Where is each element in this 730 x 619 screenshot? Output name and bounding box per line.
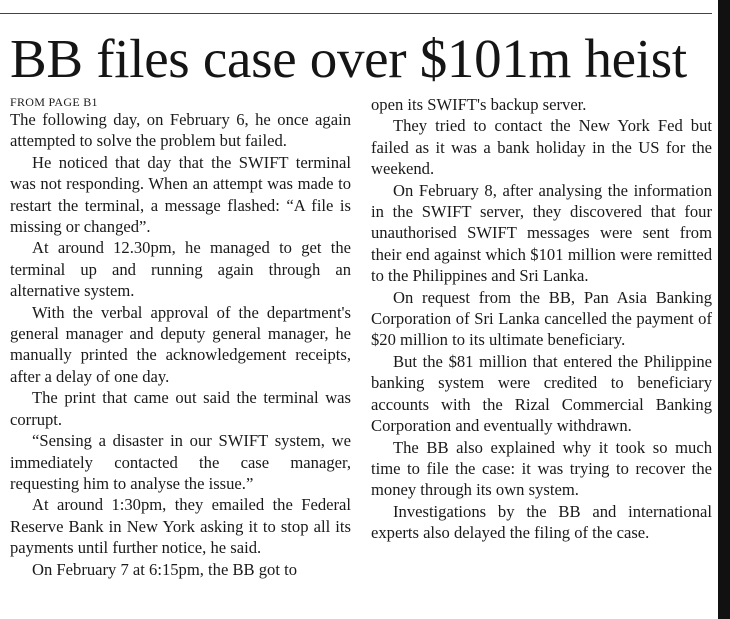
paragraph: On February 7 at 6:15pm, the BB got to — [32, 559, 298, 579]
paragraph: The following day, on February 6, he once again attempted to solve the problem but failed. — [10, 110, 351, 151]
page-edge-bar — [718, 0, 730, 619]
paragraph: On request from the BB, Pan Asia Banking Corporation of Sri Lanka cancelled the payment of $20 million to its ultimate beneficiary. — [371, 287, 712, 350]
paragraph: On February 8, after analysing the information in the SWIFT server, they discovered that four unauthorised SWIFT messages were sent from their end against which $101 million were remitted to the Philippines and Sri Lanka. — [371, 180, 712, 286]
article-column-right — [371, 94, 712, 544]
paragraph: At around 12.30pm, he managed to get the terminal up and running again through an alternative system. — [10, 238, 351, 301]
paragraph: Investigations by the BB and international experts also delayed the filing of the case. — [371, 501, 712, 543]
paragraph: They tried to contact the New York Fed but failed as it was a bank holiday in the US for the weekend. — [371, 116, 712, 179]
paragraph: The BB also explained why it took so much time to file the case: it was trying to recover the money through its own system. — [371, 437, 712, 500]
paragraph: With the verbal approval of the department's general manager and deputy general manager, he manually printed the acknowledgement receipts, after a delay of one day. — [10, 302, 351, 386]
paragraph: He noticed that day that the SWIFT terminal was not responding. When an attempt was made to restart the terminal, a message flashed: “A file is missing or changed”. — [10, 152, 351, 237]
top-rule-line — [0, 13, 712, 14]
paragraph: “Sensing a disaster in our SWIFT system, we immediately contacted the case manager, requesting him to analyse the issue.” — [10, 431, 351, 493]
paragraph: At around 1:30pm, they emailed the Federal Reserve Bank in New York asking it to stop all its payments until further notice, he said. — [10, 495, 351, 558]
paragraph: But the $81 million that entered the Philippine banking system were credited to beneficiary accounts with the Rizal Commercial Banking Corporation and eventually withdrawn. — [371, 351, 712, 436]
article-column-left — [10, 94, 351, 580]
paragraph: open its SWIFT's backup server. — [371, 95, 587, 114]
paragraph: The print that came out said the terminal was corrupt. — [10, 388, 351, 429]
headline: BB files case over $101m heist — [10, 28, 687, 89]
top-page-edge — [0, 0, 712, 16]
jump-kicker: FROM PAGE B1 — [10, 95, 98, 109]
